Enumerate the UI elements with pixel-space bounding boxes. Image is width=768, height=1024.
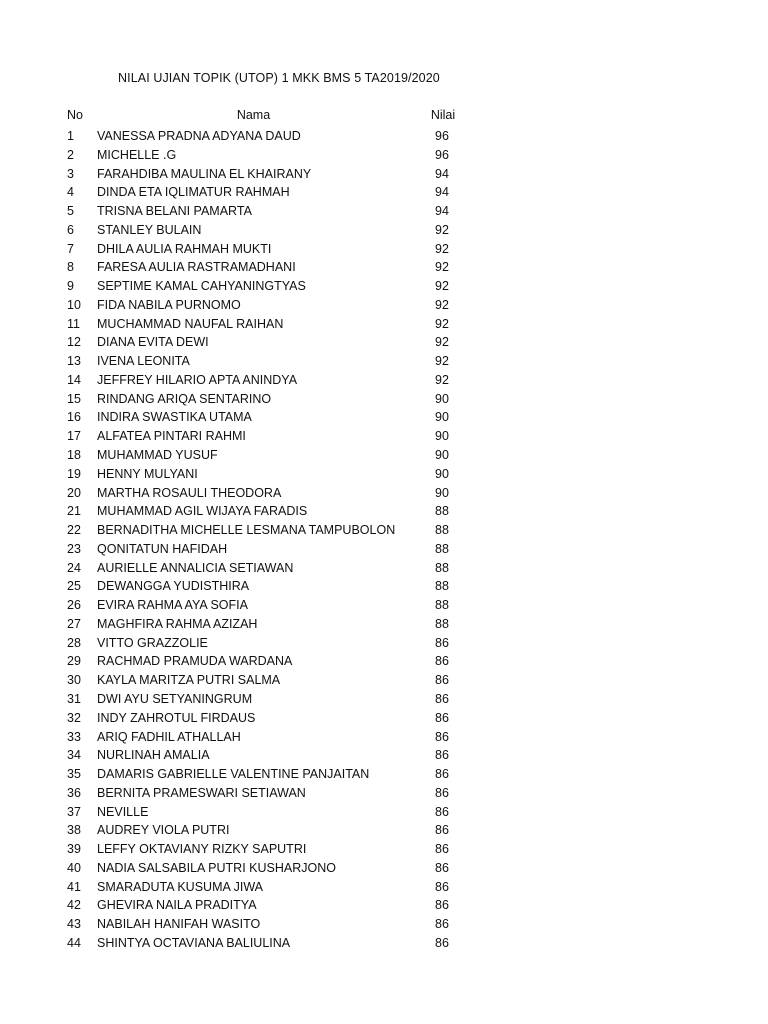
row-nama: INDIRA SWASTIKA UTAMA <box>97 410 252 425</box>
header-nama: Nama <box>236 108 271 122</box>
row-no: 30 <box>67 673 81 688</box>
row-nilai: 94 <box>435 166 449 181</box>
row-nama: MARTHA ROSAULI THEODORA <box>97 485 282 500</box>
row-nilai: 86 <box>435 804 449 819</box>
table-row <box>0 596 768 615</box>
table-row <box>0 221 768 240</box>
row-no: 37 <box>67 804 81 819</box>
row-no: 38 <box>67 823 81 838</box>
row-nama: DAMARIS GABRIELLE VALENTINE PANJAITAN <box>97 767 370 782</box>
row-nama: DHILA AULIA RAHMAH MUKTI <box>97 241 272 256</box>
table-row <box>0 258 768 277</box>
table-body <box>0 127 768 953</box>
table-row <box>0 371 768 390</box>
row-nama: MICHELLE .G <box>97 147 177 162</box>
row-nilai: 86 <box>435 673 449 688</box>
row-nama: HENNY MULYANI <box>97 466 198 481</box>
row-no: 19 <box>67 466 81 481</box>
row-no: 15 <box>67 391 81 406</box>
row-no: 29 <box>67 654 81 669</box>
row-nilai: 88 <box>435 579 449 594</box>
table-row <box>0 728 768 747</box>
row-no: 17 <box>67 429 81 444</box>
table-row <box>0 671 768 690</box>
table-header <box>0 108 768 126</box>
row-no: 11 <box>67 316 80 331</box>
row-nilai: 96 <box>435 129 449 143</box>
table-row <box>0 896 768 915</box>
row-nilai: 92 <box>435 354 449 369</box>
row-no: 35 <box>67 767 81 782</box>
row-no: 44 <box>67 935 81 950</box>
row-nama: NURLINAH AMALIA <box>97 748 210 763</box>
row-nama: FARAHDIBA MAULINA EL KHAIRANY <box>97 166 312 181</box>
table-row <box>0 859 768 878</box>
row-nilai: 88 <box>435 541 449 556</box>
row-nama: ARIQ FADHIL ATHALLAH <box>97 729 241 744</box>
row-no: 27 <box>67 616 81 631</box>
table-row <box>0 821 768 840</box>
table-row <box>0 746 768 765</box>
table-row <box>0 577 768 596</box>
row-nama: EVIRA RAHMA AYA SOFIA <box>97 598 248 613</box>
row-nama: DINDA ETA IQLIMATUR RAHMAH <box>97 185 290 200</box>
row-nilai: 94 <box>435 204 449 219</box>
row-no: 33 <box>67 729 81 744</box>
row-nama: VITTO GRAZZOLIE <box>97 635 208 650</box>
row-no: 7 <box>67 241 74 256</box>
table-row <box>0 484 768 503</box>
row-no: 34 <box>67 748 81 763</box>
row-nama: IVENA LEONITA <box>97 354 190 369</box>
row-nilai: 92 <box>435 241 449 256</box>
row-nama: MAGHFIRA RAHMA AZIZAH <box>97 616 258 631</box>
row-nama: RACHMAD PRAMUDA WARDANA <box>97 654 293 669</box>
row-nama: DIANA EVITA DEWI <box>97 335 209 350</box>
table-row <box>0 427 768 446</box>
table-row <box>0 690 768 709</box>
table-row <box>0 559 768 578</box>
table-row <box>0 240 768 259</box>
row-no: 5 <box>67 204 74 219</box>
row-nilai: 86 <box>435 917 449 932</box>
row-no: 3 <box>67 166 74 181</box>
row-nama: FIDA NABILA PURNOMO <box>97 297 241 312</box>
row-nilai: 88 <box>435 616 449 631</box>
row-nama: NEVILLE <box>97 804 149 819</box>
row-nilai: 86 <box>435 710 449 725</box>
row-nama: TRISNA BELANI PAMARTA <box>97 204 252 219</box>
row-nilai: 90 <box>435 410 449 425</box>
row-no: 43 <box>67 917 81 932</box>
row-no: 10 <box>67 297 81 312</box>
row-nilai: 86 <box>435 842 449 857</box>
row-no: 16 <box>67 410 81 425</box>
row-nilai: 86 <box>435 860 449 875</box>
row-no: 31 <box>67 691 81 706</box>
row-no: 2 <box>67 147 74 162</box>
row-nilai: 92 <box>435 297 449 312</box>
table-row <box>0 465 768 484</box>
row-no: 12 <box>67 335 81 350</box>
row-nama: DEWANGGA YUDISTHIRA <box>97 579 250 594</box>
table-row <box>0 352 768 371</box>
table-row <box>0 521 768 540</box>
row-no: 26 <box>67 598 81 613</box>
row-nama: SMARADUTA KUSUMA JIWA <box>97 879 263 894</box>
row-nilai: 86 <box>435 935 449 950</box>
row-no: 42 <box>67 898 81 913</box>
table-row <box>0 709 768 728</box>
row-nilai: 88 <box>435 523 449 538</box>
row-nama: BERNADITHA MICHELLE LESMANA TAMPUBOLON <box>97 523 396 538</box>
table-row <box>0 202 768 221</box>
row-nama: RINDANG ARIQA SENTARINO <box>97 391 272 406</box>
row-no: 41 <box>67 879 81 894</box>
row-nilai: 90 <box>435 429 449 444</box>
table-row <box>0 390 768 409</box>
row-no: 23 <box>67 541 81 556</box>
row-nilai: 86 <box>435 654 449 669</box>
row-nama: JEFFREY HILARIO APTA ANINDYA <box>97 372 298 387</box>
table-row <box>0 634 768 653</box>
row-no: 22 <box>67 523 81 538</box>
row-nilai: 92 <box>435 260 449 275</box>
row-nama: AUDREY VIOLA PUTRI <box>97 823 230 838</box>
row-nilai: 92 <box>435 316 449 331</box>
table-row <box>0 915 768 934</box>
table-row <box>0 878 768 897</box>
row-nama: STANLEY BULAIN <box>97 222 202 237</box>
row-nama: NABILAH HANIFAH WASITO <box>97 917 261 932</box>
table-row <box>0 540 768 559</box>
table-row <box>0 615 768 634</box>
row-nama: NADIA SALSABILA PUTRI KUSHARJONO <box>97 860 336 875</box>
row-nama: BERNITA PRAMESWARI SETIAWAN <box>97 785 306 800</box>
row-nama: KAYLA MARITZA PUTRI SALMA <box>97 673 281 688</box>
row-nama: ALFATEA PINTARI RAHMI <box>97 429 246 444</box>
row-no: 13 <box>67 354 81 369</box>
header-nilai: Nilai <box>430 108 456 122</box>
row-nama: VANESSA PRADNA ADYANA DAUD <box>97 129 301 143</box>
table-row <box>0 183 768 202</box>
row-nama: GHEVIRA NAILA PRADITYA <box>97 898 257 913</box>
row-no: 18 <box>67 448 81 463</box>
row-no: 21 <box>67 504 81 519</box>
row-nama: MUCHAMMAD NAUFAL RAIHAN <box>97 316 284 331</box>
table-row <box>0 408 768 427</box>
row-nama: DWI AYU SETYANINGRUM <box>97 691 253 706</box>
table-row <box>0 277 768 296</box>
row-nilai: 86 <box>435 823 449 838</box>
row-no: 9 <box>67 279 74 294</box>
table-row <box>0 840 768 859</box>
row-nilai: 90 <box>435 448 449 463</box>
row-nilai: 90 <box>435 466 449 481</box>
row-no: 4 <box>67 185 74 200</box>
row-nilai: 90 <box>435 485 449 500</box>
row-nilai: 88 <box>435 598 449 613</box>
row-no: 36 <box>67 785 81 800</box>
row-nilai: 92 <box>435 372 449 387</box>
row-nama: QONITATUN HAFIDAH <box>97 541 228 556</box>
table-row <box>0 165 768 184</box>
row-no: 32 <box>67 710 81 725</box>
row-no: 14 <box>67 372 81 387</box>
row-nilai: 92 <box>435 279 449 294</box>
table-row <box>0 315 768 334</box>
row-nama: AURIELLE ANNALICIA SETIAWAN <box>97 560 294 575</box>
row-nama: MUHAMMAD YUSUF <box>97 448 218 463</box>
table-row <box>0 803 768 822</box>
row-nilai: 88 <box>435 560 449 575</box>
row-nilai: 92 <box>435 335 449 350</box>
table-row <box>0 446 768 465</box>
table-row <box>0 502 768 521</box>
row-no: 39 <box>67 842 81 857</box>
table-row <box>0 333 768 352</box>
header-no: No <box>67 108 83 122</box>
row-nilai: 86 <box>435 691 449 706</box>
table-row <box>0 146 768 165</box>
row-nilai: 86 <box>435 879 449 894</box>
row-nama: LEFFY OKTAVIANY RIZKY SAPUTRI <box>97 842 307 857</box>
row-no: 28 <box>67 635 81 650</box>
row-nilai: 86 <box>435 729 449 744</box>
row-nilai: 90 <box>435 391 449 406</box>
row-nilai: 88 <box>435 504 449 519</box>
row-nama: SHINTYA OCTAVIANA BALIULINA <box>97 935 291 950</box>
row-nama: FARESA AULIA RASTRAMADHANI <box>97 260 296 275</box>
row-no: 8 <box>67 260 74 275</box>
table-row <box>0 652 768 671</box>
row-nilai: 94 <box>435 185 449 200</box>
row-nilai: 86 <box>435 785 449 800</box>
row-nama: INDY ZAHROTUL FIRDAUS <box>97 710 256 725</box>
table-row <box>0 784 768 803</box>
row-no: 6 <box>67 222 74 237</box>
table-row <box>0 296 768 315</box>
row-no: 20 <box>67 485 81 500</box>
row-nama: SEPTIME KAMAL CAHYANINGTYAS <box>97 279 306 294</box>
document-title: NILAI UJIAN TOPIK (UTOP) 1 MKK BMS 5 TA2019/2020 <box>118 71 440 85</box>
table-row <box>0 127 768 146</box>
table-row <box>0 934 768 953</box>
row-nilai: 96 <box>435 147 449 162</box>
row-no: 40 <box>67 860 81 875</box>
row-nilai: 86 <box>435 898 449 913</box>
row-nama: MUHAMMAD AGIL WIJAYA FARADIS <box>97 504 308 519</box>
row-no: 25 <box>67 579 81 594</box>
table-row <box>0 765 768 784</box>
row-nilai: 86 <box>435 748 449 763</box>
row-nilai: 86 <box>435 767 449 782</box>
row-no: 1 <box>67 129 74 143</box>
row-no: 24 <box>67 560 81 575</box>
row-nilai: 86 <box>435 635 449 650</box>
row-nilai: 92 <box>435 222 449 237</box>
